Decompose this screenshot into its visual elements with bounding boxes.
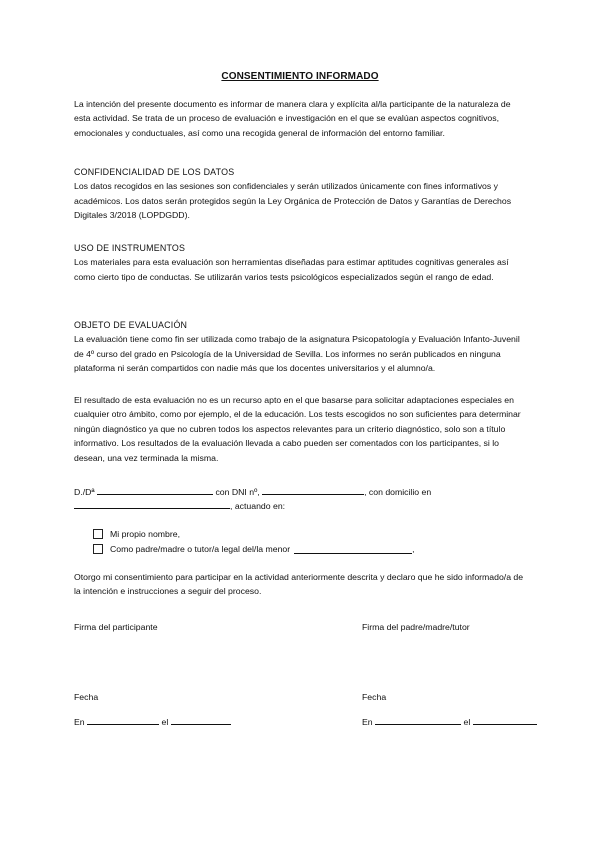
domicilio-label: , con domicilio en xyxy=(364,487,432,497)
dni-field[interactable] xyxy=(262,485,364,495)
guardian-place-field[interactable] xyxy=(375,715,461,725)
identity-form xyxy=(74,485,524,514)
section-body: Los materiales para esta evaluación son herramientas diseñadas para estimar aptitudes cognitivas generales así como cierto tipo de conductas. Se utilizarán varios tests psicológicos especializados según el rango de edad. xyxy=(74,257,509,282)
consent-statement xyxy=(74,570,524,599)
option-guardian-end: , xyxy=(412,544,415,554)
intro-paragraph xyxy=(74,97,524,140)
en-label: En xyxy=(362,717,373,727)
consent-text: Otorgo mi consentimiento para participar en la actividad anteriormente descrita y declaro que he sido informado/a de la intención e instrucciones a seguir del proceso. xyxy=(74,572,524,597)
option-guardian-label: Como padre/madre o tutor/a legal del/la menor xyxy=(110,544,291,554)
name-label: D./Dª xyxy=(74,487,95,497)
el-label: el xyxy=(463,717,471,727)
guardian-date-label: Fecha xyxy=(362,692,387,702)
option-self-row[interactable] xyxy=(93,529,180,539)
guardian-place-date xyxy=(362,715,537,727)
section-objeto xyxy=(74,318,524,376)
section-heading: USO DE INSTRUMENTOS xyxy=(74,243,186,253)
section-heading: OBJETO DE EVALUACIÓN xyxy=(74,320,188,330)
participant-place-date xyxy=(74,715,231,727)
intro-text: La intención del presente documento es informar de manera clara y explícita al/la participante de la naturaleza de esta actividad. Se trata de un proceso de evaluación e investigación en el que se evalúan aspectos cognitivos, emocionales y conductuales, así como una recogida general de información del entorno familiar. xyxy=(74,99,511,138)
participant-signature-label: Firma del participante xyxy=(74,622,158,632)
guardian-checkbox[interactable] xyxy=(93,544,103,554)
document-title: CONSENTIMIENTO INFORMADO xyxy=(221,71,379,82)
en-label: En xyxy=(74,717,85,727)
self-checkbox[interactable] xyxy=(93,529,103,539)
participant-date-field[interactable] xyxy=(171,715,231,725)
participant-place-field[interactable] xyxy=(87,715,159,725)
domicilio-field[interactable] xyxy=(74,499,230,509)
el-label: el xyxy=(161,717,169,727)
name-field[interactable] xyxy=(97,485,213,495)
participant-date-label: Fecha xyxy=(74,692,99,702)
option-self-label: Mi propio nombre, xyxy=(110,529,181,539)
result-paragraph xyxy=(74,393,524,465)
option-guardian-row[interactable] xyxy=(93,544,415,554)
guardian-signature-label: Firma del padre/madre/tutor xyxy=(362,622,470,632)
dni-label: con DNI nº, xyxy=(215,487,260,497)
acting-label: , actuando en: xyxy=(230,501,286,512)
section-instrumentos xyxy=(74,241,524,284)
section-body: Los datos recogidos en las sesiones son confidenciales y serán utilizados únicamente con fines informativos y académicos. Los datos serán protegidos según la Ley Orgánica de Protección de Datos y Garantías de Derechos Digitales 3/2018 (LOPDGDD). xyxy=(74,181,512,221)
result-text: El resultado de esta evaluación no es un recurso apto en el que basarse para solicitar adaptaciones especiales en cualquier otro ámbito, como por ejemplo, el de la educación. Los tests escogidos no son suficientes para determinar ningún diagnóstico ya que no cubren todos los aspectos relevantes para un criterio diagnóstico, solo son a título informativo. Los resultados de la evaluación llevada a cabo pueden ser comentados con los participantes, si lo desean, una vez terminada la misma. xyxy=(74,395,521,463)
section-confidencialidad xyxy=(74,165,524,223)
minor-name-field[interactable] xyxy=(294,544,415,554)
section-body: La evaluación tiene como fin ser utilizada como trabajo de la asignatura Psicopatología y Evaluación Infanto-Juvenil de 4º curso del grado en Psicología de la Universidad de Sevilla. Los informes no serán publicados en ninguna plataforma ni serán compartidos con nadie más que los docentes universitarios y el alumno/a. xyxy=(74,334,520,374)
section-heading: CONFIDENCIALIDAD DE LOS DATOS xyxy=(74,167,235,177)
guardian-date-field[interactable] xyxy=(473,715,537,725)
